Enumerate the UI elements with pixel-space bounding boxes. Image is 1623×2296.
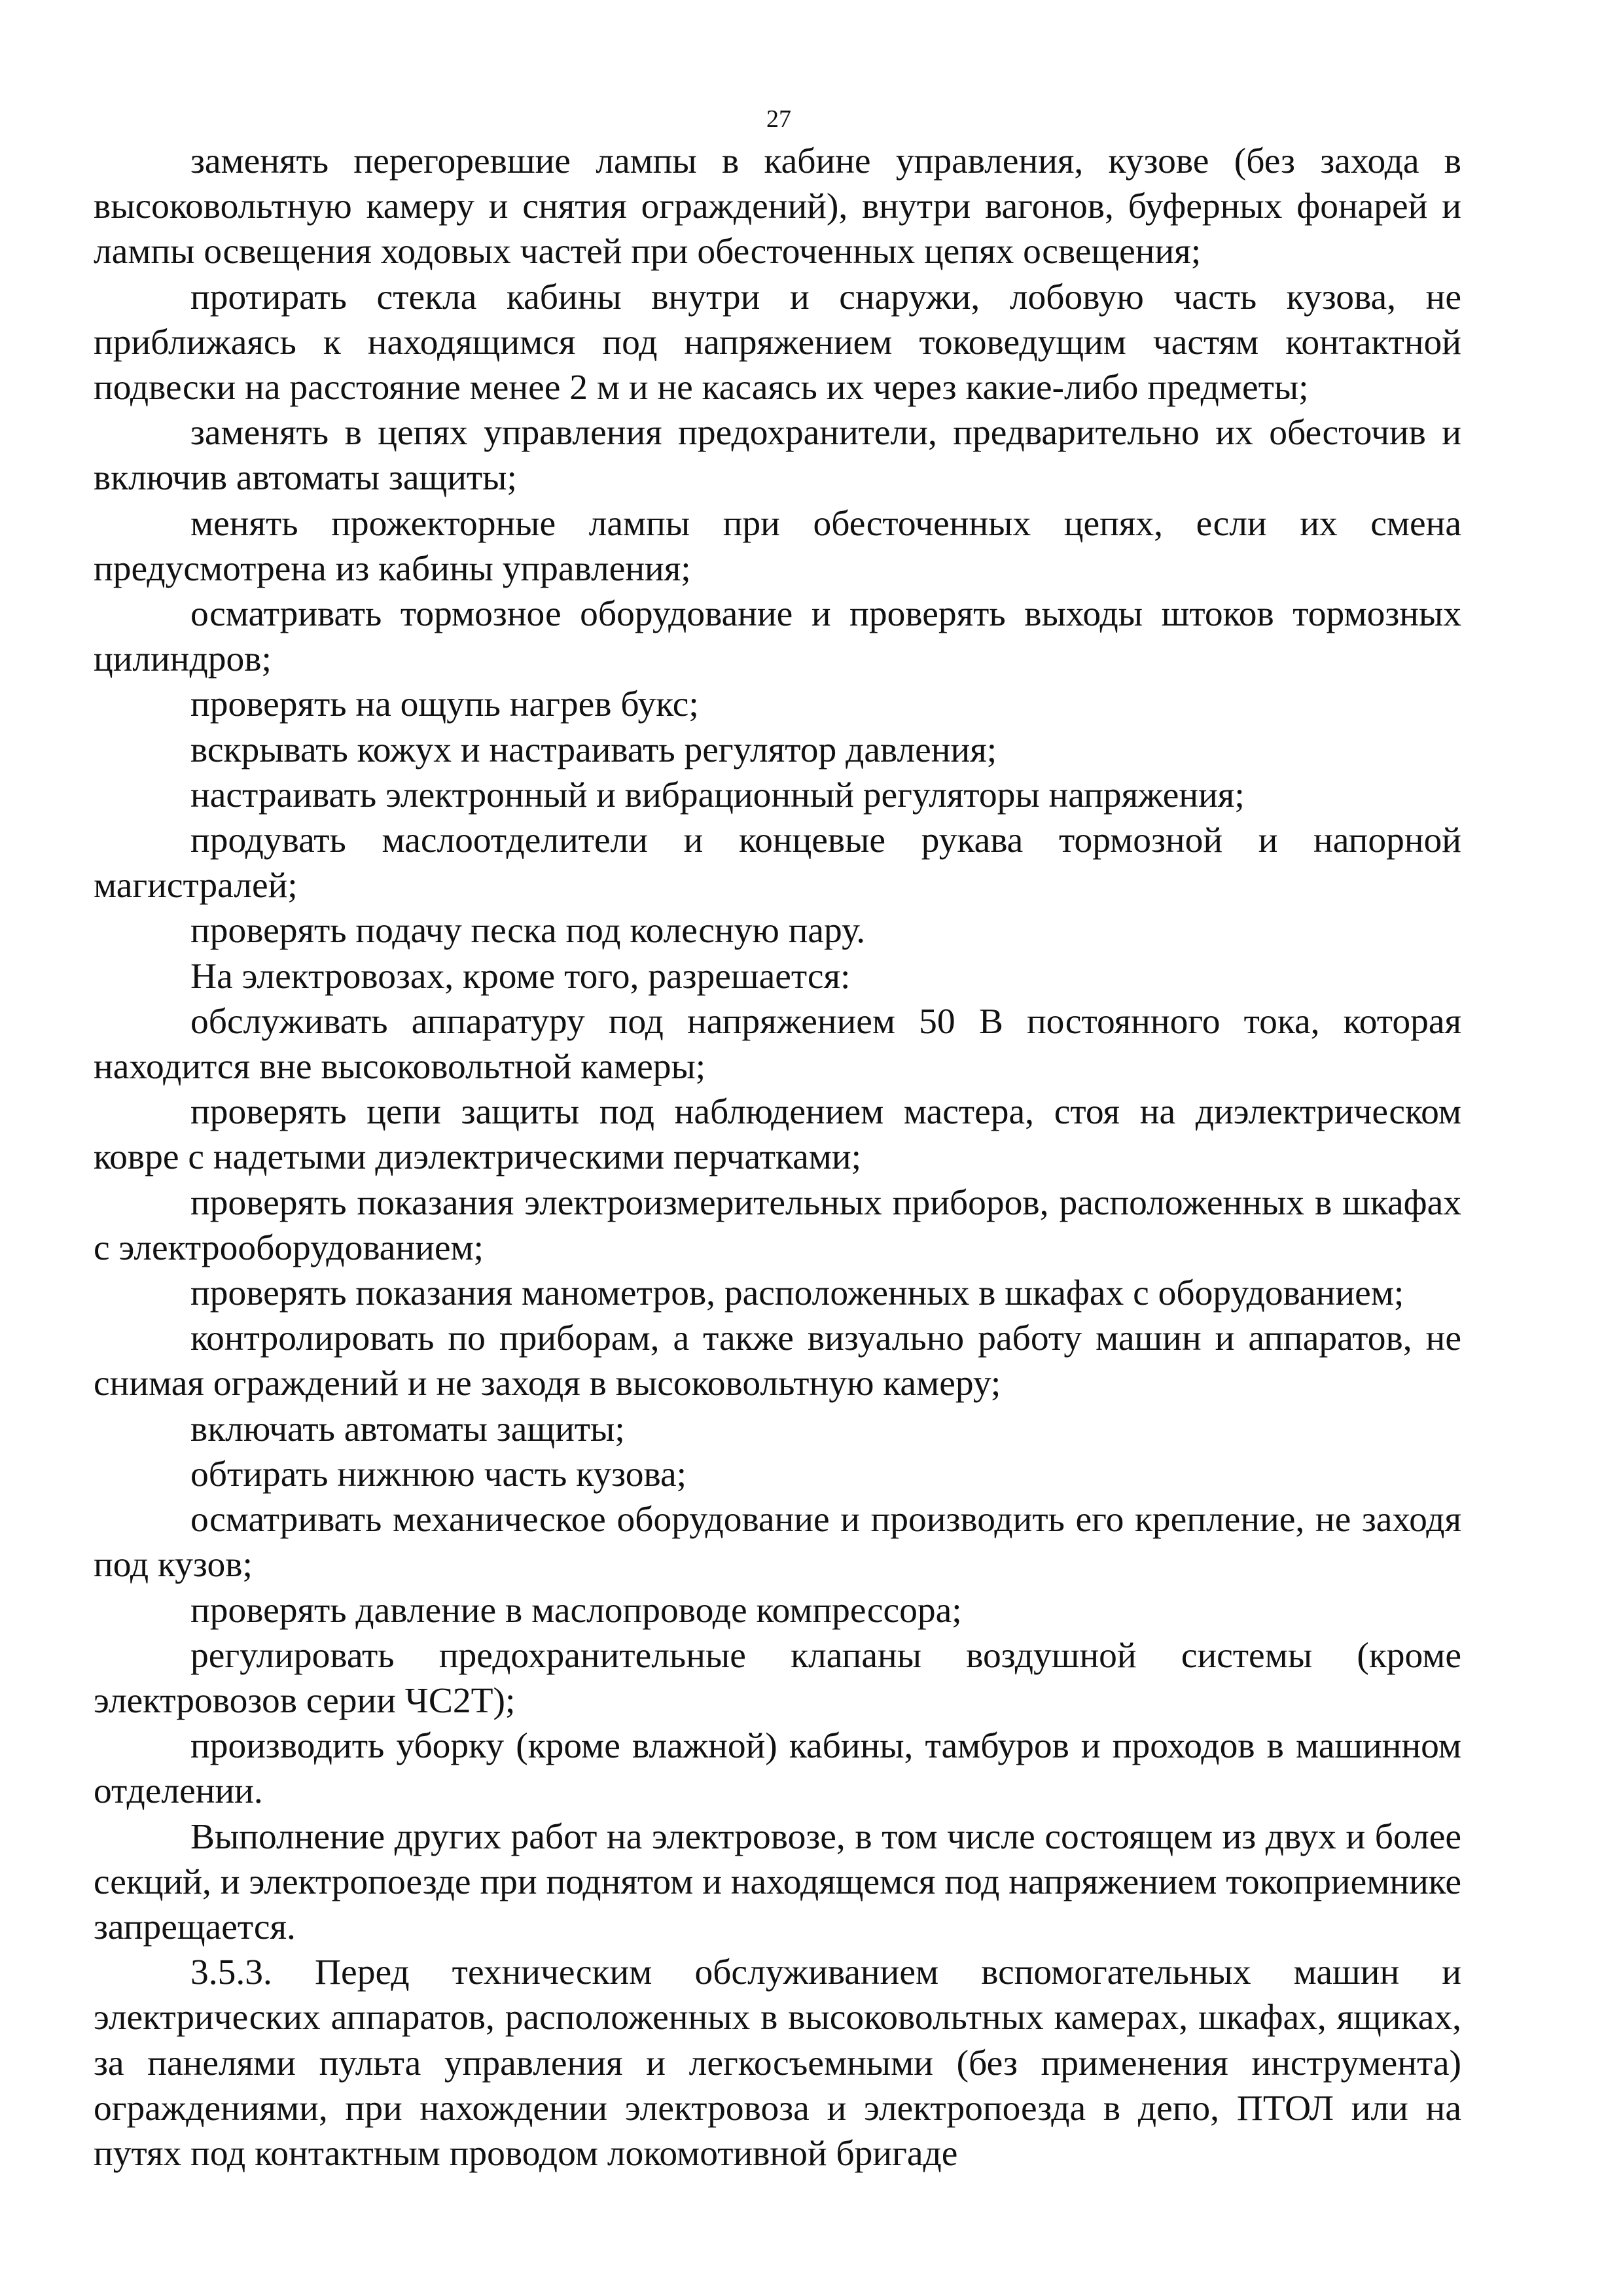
paragraph: проверять давление в маслопроводе компрессора;	[190, 1590, 962, 1631]
paragraph: производить уборку (кроме влажной) кабины, тамбуров и проходов в машинном отделении.	[94, 1726, 1461, 1812]
document-body	[94, 139, 1461, 2176]
paragraph: настраивать электронный и вибрационный регуляторы напряжения;	[190, 775, 1245, 815]
paragraph: проверять показания электроизмерительных приборов, расположенных в шкафах с электрооборудованием;	[94, 1182, 1461, 1268]
paragraph: заменять в цепях управления предохранители, предварительно их обесточив и включив автоматы защиты;	[94, 413, 1461, 499]
paragraph: Выполнение других работ на электровозе, в том числе состоящем из двух и более секций, и электропоезде при поднятом и находящемся под напряжением токоприемнике запрещается.	[94, 1816, 1461, 1947]
paragraph: осматривать механическое оборудование и производить его крепление, не заходя под кузов;	[94, 1500, 1461, 1585]
paragraph: включать автоматы защиты;	[190, 1409, 625, 1449]
paragraph: проверять цепи защиты под наблюдением мастера, стоя на диэлектрическом ковре с надетыми диэлектрическими перчатками;	[94, 1092, 1461, 1178]
paragraph: вскрывать кожух и настраивать регулятор давления;	[190, 730, 997, 770]
paragraph: регулировать предохранительные клапаны воздушной системы (кроме электровозов серии ЧС2Т);	[94, 1635, 1461, 1721]
paragraph: проверять показания манометров, расположенных в шкафах с оборудованием;	[190, 1273, 1404, 1314]
paragraph: обтирать нижнюю часть кузова;	[190, 1454, 687, 1494]
paragraph: осматривать тормозное оборудование и проверять выходы штоков тормозных цилиндров;	[94, 594, 1461, 680]
page-number: 27	[766, 105, 791, 133]
paragraph: протирать стекла кабины внутри и снаружи, лобовую часть кузова, не приближаясь к находящимся под напряжением токоведущим частям контактной подвески на расстояние менее 2 м и не касаясь их через какие-либо предметы;	[94, 277, 1461, 408]
paragraph: контролировать по приборам, а также визуально работу машин и аппаратов, не снимая ограждений и не заходя в высоковольтную камеру;	[94, 1318, 1461, 1404]
paragraph: проверять на ощупь нагрев букс;	[190, 684, 699, 725]
paragraph: заменять перегоревшие лампы в кабине управления, кузове (без захода в высоковольтную камеру и снятия ограждений), внутри вагонов, буферных фонарей и лампы освещения ходовых частей при обесточенных цепях освещения;	[94, 141, 1461, 272]
paragraph: 3.5.3. Перед техническим обслуживанием вспомогательных машин и электрических аппаратов, расположенных в высоковольтных камерах, шкафах, ящиках, за панелями пульта управления и легкосъемными (без применения инструмента) ограждениями, при нахождении электровоза и электропоезда в депо, ПТОЛ или на путях под контактным проводом локомотивной бригаде	[94, 1952, 1461, 2174]
paragraph: продувать маслоотделители и концевые рукава тормозной и напорной магистралей;	[94, 821, 1461, 906]
paragraph: обслуживать аппаратуру под напряжением 50 В постоянного тока, которая находится вне высоковольтной камеры;	[94, 1001, 1461, 1087]
paragraph: менять прожекторные лампы при обесточенных цепях, если их смена предусмотрена из кабины управления;	[94, 503, 1461, 589]
paragraph: проверять подачу песка под колесную пару.	[190, 911, 866, 951]
paragraph: На электровозах, кроме того, разрешается:	[190, 956, 851, 997]
